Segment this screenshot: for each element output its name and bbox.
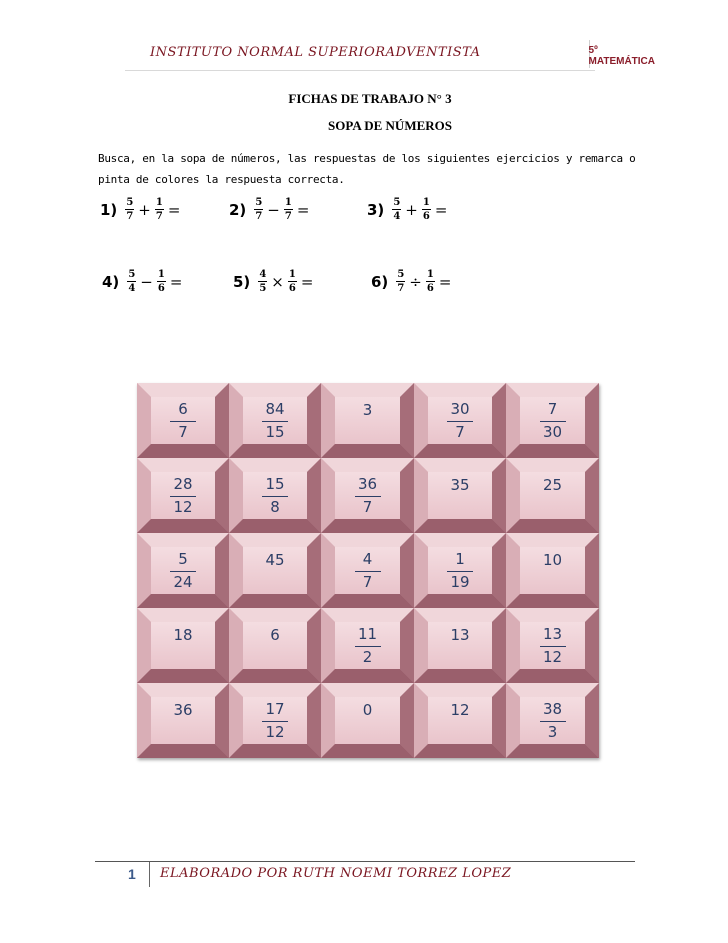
cell-face (243, 547, 307, 594)
cell-face (520, 697, 585, 744)
cell-fraction (540, 701, 566, 741)
cell-fraction-bar (540, 721, 566, 722)
cell-numerator: 6 (178, 400, 188, 418)
denominator: 4 (393, 211, 401, 222)
cell-face (520, 622, 585, 669)
cell-face (151, 622, 215, 669)
grid-cell[interactable] (321, 608, 414, 683)
grid-cell[interactable] (137, 533, 229, 608)
fraction-bar (288, 281, 297, 282)
denominator: 6 (426, 283, 434, 294)
cell-denominator: 12 (173, 498, 193, 516)
cell-face (335, 397, 400, 444)
numerator: 5 (393, 197, 401, 208)
cell-value: 18 (173, 626, 193, 644)
cell-face (151, 547, 215, 594)
fraction-a (396, 269, 405, 294)
grid-cell[interactable] (414, 683, 506, 758)
cell-numerator: 28 (173, 475, 193, 493)
grid-cell[interactable] (506, 533, 599, 608)
fraction-bar (125, 209, 134, 210)
cell-face (335, 472, 400, 519)
cell-numerator: 5 (178, 550, 188, 568)
fraction-bar (422, 209, 431, 210)
cell-face (428, 397, 492, 444)
cell-denominator: 7 (455, 423, 465, 441)
fraction-bar (254, 209, 263, 210)
denominator: 7 (284, 211, 292, 222)
cell-value: 36 (173, 701, 193, 719)
cell-fraction-bar (447, 571, 473, 572)
cell-denominator: 7 (362, 498, 373, 516)
fraction-a (127, 269, 136, 294)
cell-denominator: 2 (362, 648, 373, 666)
fraction-b (288, 269, 297, 294)
cell-face (151, 472, 215, 519)
numerator: 1 (422, 197, 430, 208)
cell-denominator: 24 (173, 573, 193, 591)
exercise-6 (371, 269, 453, 294)
cell-fraction (262, 701, 288, 741)
fraction-a (125, 197, 134, 222)
grid-cell[interactable] (137, 458, 229, 533)
cell-fraction-bar (355, 571, 381, 572)
fraction-a (258, 269, 267, 294)
cell-fraction (355, 476, 381, 516)
denominator: 6 (288, 283, 296, 294)
exercise-label: 5) (233, 272, 251, 291)
numerator: 5 (128, 269, 136, 280)
cell-fraction (262, 476, 288, 516)
cell-numerator: 11 (357, 625, 378, 643)
cell-denominator: 19 (450, 573, 470, 591)
equals-sign: = (300, 272, 314, 291)
denominator: 5 (259, 283, 267, 294)
cell-face (428, 472, 492, 519)
cell-face (520, 547, 585, 594)
cell-numerator: 13 (542, 625, 563, 643)
cell-fraction-bar (447, 421, 473, 422)
denominator: 4 (128, 283, 136, 294)
fraction-b (422, 197, 431, 222)
cell-face (151, 397, 215, 444)
cell-denominator: 15 (265, 423, 285, 441)
exercise-3 (367, 197, 449, 222)
cell-value: 35 (450, 476, 470, 494)
cell-face (428, 547, 492, 594)
cell-denominator: 12 (265, 723, 285, 741)
cell-face (243, 472, 307, 519)
fraction-b (155, 197, 164, 222)
cell-numerator: 38 (542, 700, 563, 718)
cell-numerator: 36 (357, 475, 378, 493)
operator: − (267, 200, 280, 219)
operator: × (271, 272, 284, 291)
numerator: 1 (155, 197, 163, 208)
footer-separator (149, 862, 150, 887)
grid-cell[interactable] (229, 608, 321, 683)
cell-face (335, 622, 400, 669)
cell-fraction (170, 476, 196, 516)
grid-cell[interactable] (414, 608, 506, 683)
equals-sign: = (438, 272, 452, 291)
exercise-label: 1) (100, 200, 118, 219)
exercise-label: 6) (371, 272, 389, 291)
exercise-1 (100, 197, 182, 222)
cell-fraction-bar (355, 496, 381, 497)
cell-value: 25 (542, 476, 563, 494)
denominator: 6 (157, 283, 165, 294)
cell-fraction-bar (262, 496, 288, 497)
cell-numerator: 7 (547, 400, 558, 418)
cell-numerator: 15 (265, 475, 285, 493)
denominator: 7 (155, 211, 163, 222)
cell-numerator: 30 (450, 400, 470, 418)
exercise-4 (102, 269, 184, 294)
cell-face (428, 697, 492, 744)
cell-denominator: 8 (270, 498, 280, 516)
cell-denominator: 30 (542, 423, 563, 441)
fraction-a (392, 197, 401, 222)
grid-cell[interactable] (414, 383, 506, 458)
grid-cell[interactable] (321, 383, 414, 458)
cell-fraction-bar (540, 646, 566, 647)
cell-value: 45 (265, 551, 285, 569)
worksheet-subtitle: SOPA DE NÚMEROS (328, 118, 452, 133)
fraction-a (254, 197, 263, 222)
operator: + (405, 200, 418, 219)
cell-fraction-bar (170, 421, 196, 422)
equals-sign: = (167, 200, 181, 219)
equals-sign: = (169, 272, 183, 291)
cell-face (243, 622, 307, 669)
cell-face (243, 697, 307, 744)
denominator: 7 (397, 283, 405, 294)
grid-cell[interactable] (137, 608, 229, 683)
cell-fraction-bar (170, 571, 196, 572)
cell-value: 13 (450, 626, 470, 644)
cell-value: 6 (270, 626, 280, 644)
grid-cell[interactable] (506, 383, 599, 458)
grid-cell[interactable] (229, 383, 321, 458)
cell-fraction (447, 551, 473, 591)
numerator: 1 (284, 197, 292, 208)
fraction-b (426, 269, 435, 294)
numerator: 5 (397, 269, 405, 280)
exercise-label: 4) (102, 272, 120, 291)
numerator: 1 (288, 269, 296, 280)
grid-cell[interactable] (137, 683, 229, 758)
denominator: 7 (126, 211, 134, 222)
fraction-b (284, 197, 293, 222)
numerator: 5 (255, 197, 263, 208)
cell-denominator: 12 (542, 648, 563, 666)
cell-value: 12 (450, 701, 470, 719)
cell-fraction (262, 401, 288, 441)
numerator: 1 (157, 269, 165, 280)
cell-numerator: 84 (265, 400, 285, 418)
cell-face (335, 547, 400, 594)
cell-value: 10 (542, 551, 563, 569)
number-soup-grid (137, 383, 599, 758)
cell-face (335, 697, 400, 744)
fraction-bar (396, 281, 405, 282)
cell-denominator: 3 (547, 723, 558, 741)
fraction-bar (284, 209, 293, 210)
cell-numerator: 4 (362, 550, 373, 568)
grid-cell[interactable] (506, 608, 599, 683)
worksheet-title: FICHAS DE TRABAJO N° 3 (288, 91, 452, 106)
footer-divider (95, 861, 635, 862)
exercise-label: 2) (229, 200, 247, 219)
exercise-5 (233, 269, 315, 294)
grid-cell[interactable] (506, 683, 599, 758)
fraction-b (157, 269, 166, 294)
cell-fraction-bar (540, 421, 566, 422)
cell-fraction-bar (262, 721, 288, 722)
cell-face (151, 697, 215, 744)
numerator: 4 (259, 269, 267, 280)
cell-fraction (170, 551, 196, 591)
grid-cell[interactable] (321, 458, 414, 533)
exercise-2 (229, 197, 311, 222)
grid-cell[interactable] (506, 458, 599, 533)
fraction-bar (426, 281, 435, 282)
numerator: 1 (426, 269, 434, 280)
page-number: 1 (128, 866, 136, 882)
cell-fraction (355, 551, 381, 591)
grid-cell[interactable] (321, 533, 414, 608)
cell-fraction-bar (170, 496, 196, 497)
fraction-bar (392, 209, 401, 210)
cell-numerator: 1 (455, 550, 465, 568)
cell-fraction (540, 401, 566, 441)
grid-cell[interactable] (229, 533, 321, 608)
grid-cell[interactable] (414, 533, 506, 608)
operator: − (140, 272, 153, 291)
grid-cell[interactable] (321, 683, 414, 758)
cell-face (428, 622, 492, 669)
cell-face (520, 472, 585, 519)
fraction-bar (258, 281, 267, 282)
equals-sign: = (296, 200, 310, 219)
grid-cell[interactable] (137, 383, 229, 458)
cell-face (243, 397, 307, 444)
header-grade: 5º MATEMÁTICA (589, 40, 655, 68)
footer-author: ELABORADO POR RUTH NOEMI TORREZ LOPEZ (160, 866, 512, 881)
cell-face (520, 397, 585, 444)
cell-fraction (447, 401, 473, 441)
header-institution: INSTITUTO NORMAL SUPERIORADVENTISTA (150, 45, 481, 60)
cell-fraction (540, 626, 566, 666)
exercise-label: 3) (367, 200, 385, 219)
fraction-bar (157, 281, 166, 282)
fraction-bar (127, 281, 136, 282)
cell-numerator: 17 (265, 700, 285, 718)
grid-cell[interactable] (229, 458, 321, 533)
cell-denominator: 7 (178, 423, 188, 441)
cell-value: 3 (362, 401, 373, 419)
numerator: 5 (126, 197, 134, 208)
denominator: 7 (255, 211, 263, 222)
cell-value: 0 (362, 701, 373, 719)
denominator: 6 (422, 211, 430, 222)
equals-sign: = (434, 200, 448, 219)
cell-denominator: 7 (362, 573, 373, 591)
instructions-text: Busca, en la sopa de números, las respuestas de los siguientes ejercicios y remarca o pinta de colores la respuesta correcta. (98, 152, 636, 186)
operator: ÷ (409, 272, 422, 291)
grid-cell[interactable] (229, 683, 321, 758)
grid-cell[interactable] (414, 458, 506, 533)
cell-fraction-bar (262, 421, 288, 422)
cell-fraction (170, 401, 196, 441)
header-divider (125, 70, 595, 71)
operator: + (138, 200, 151, 219)
cell-fraction-bar (355, 646, 381, 647)
fraction-bar (155, 209, 164, 210)
cell-fraction (355, 626, 381, 666)
